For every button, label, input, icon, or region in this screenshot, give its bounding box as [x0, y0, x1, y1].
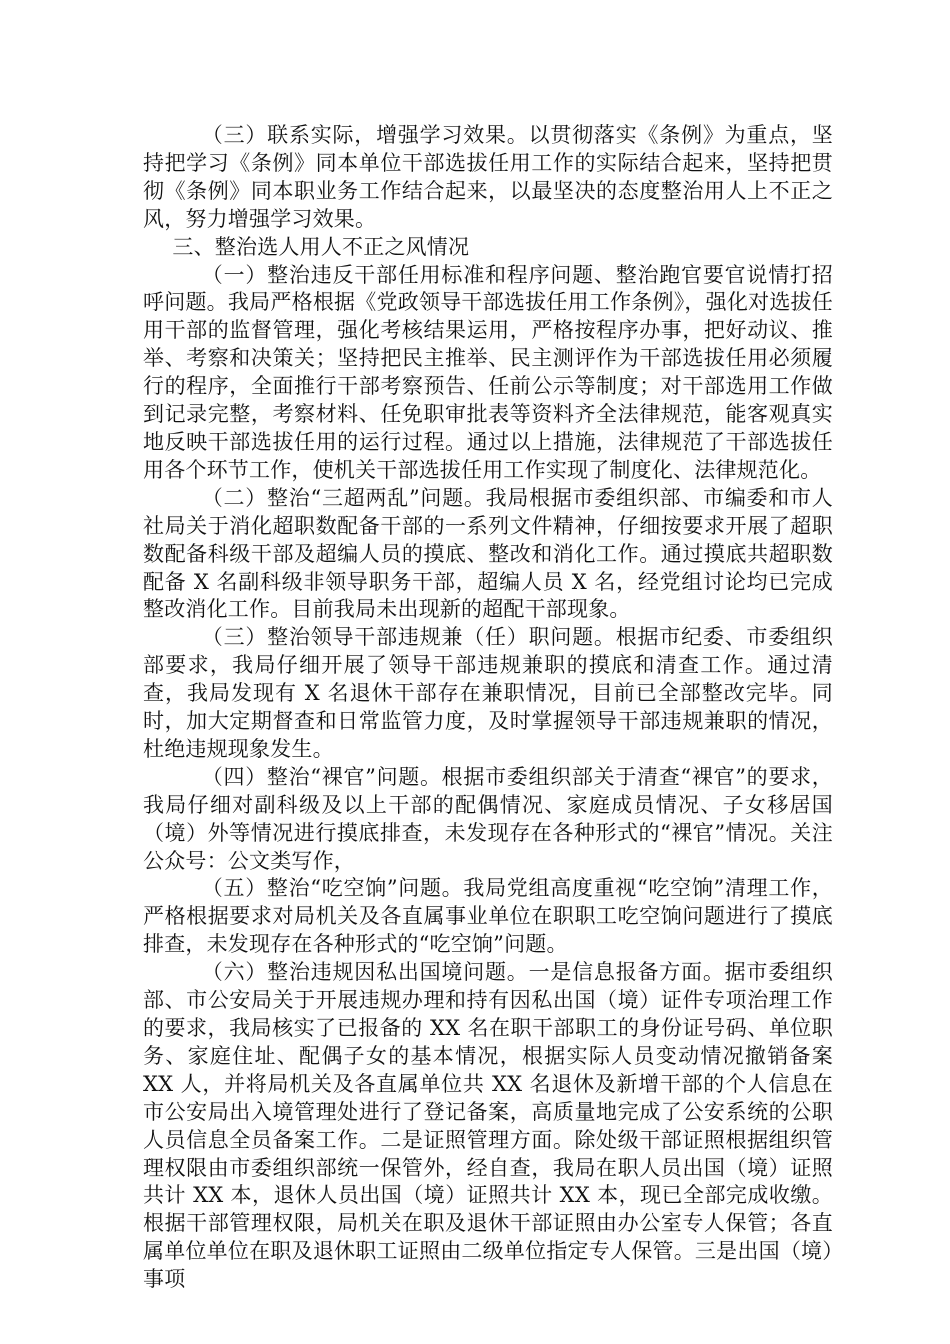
paragraph-naked-officials: （四）整治“裸官”问题。根据市委组织部关于清查“裸官”的要求，我局仔细对副科级及以上干部的配偶情况、家庭成员情况、子女移居国（境）外等情况进行摸底排查，未发现存在各种形式的“裸官”情况。关注公众号：公文类写作，	[143, 764, 833, 873]
paragraph-study-effect: （三）联系实际，增强学习效果。以贯彻落实《条例》为重点，坚持把学习《条例》同本单位干部选拔任用工作的实际结合起来，坚持把贯彻《条例》同本职业务工作结合起来，以最坚决的态度整治用人上不正之风，努力增强学习效果。	[143, 123, 833, 231]
document-body	[143, 122, 833, 1294]
paragraph-ghost-payroll: （五）整治“吃空饷”问题。我局党组高度重视“吃空饷”清理工作，严格根据要求对局机关及各直属事业单位在职职工吃空饷问题进行了摸底排查，未发现存在各种形式的“吃空饷”问题。	[143, 876, 833, 957]
section-heading-three: 三、整治选人用人不正之风情况	[172, 234, 470, 259]
paragraph-part-time-posts: （三）整治领导干部违规兼（任）职问题。根据市纪委、市委组织部要求，我局仔细开展了领导干部违规兼职的摸底和清查工作。通过清查，我局发现有 X 名退休干部存在兼职情况，目前已全部整改完毕。同时，加大定期督查和日常监管力度，及时掌握领导干部违规兼职的情况，杜绝违规现象发生。	[143, 625, 833, 761]
paragraph-appointment-procedure: （一）整治违反干部任用标准和程序问题、整治跑官要官说情打招呼问题。我局严格根据《党政领导干部选拔任用工作条例》，强化对选拔任用干部的监督管理，强化考核结果运用，严格按程序办事，把好动议、推举、考察和决策关；坚持把民主推举、民主测评作为干部选拔任用必须履行的程序，全面推行干部考察预告、任前公示等制度；对干部选用工作做到记录完整，考察材料、任免职审批表等资料齐全法律规范，能客观真实地反映干部选拔任用的运行过程。通过以上措施，法律规范了干部选拔任用各个环节工作，使机关干部选拔任用工作实现了制度化、法律规范化。	[143, 262, 833, 482]
paragraph-three-over-two-chaos: （二）整治“三超两乱”问题。我局根据市委组织部、市编委和市人社局关于消化超职数配备干部的一系列文件精神，仔细按要求开展了超职数配备科级干部及超编人员的摸底、整改和消化工作。通过摸底共超职数配备 X 名副科级非领导职务干部，超编人员 X 名，经党组讨论均已完成整改消化工作。目前我局未出现新的超配干部现象。	[143, 485, 833, 622]
paragraph-private-travel: （六）整治违规因私出国境问题。一是信息报备方面。据市委组织部、市公安局关于开展违规办理和持有因私出国（境）证件专项治理工作的要求，我局核实了已报备的 XX 名在职干部职工的身份证号码、单位职务、家庭住址、配偶子女的基本情况，根据实际人员变动情况撤销备案 XX 人，并将局机关及各直属单位共 XX 名退休及新增干部的个人信息在市公安局出入境管理处进行了登记备案，高质量地完成了公安系统的公职人员信息全员备案工作。二是证照管理方面。除处级干部证照根据组织管理权限由市委组织部统一保管外，经自查，我局在职人员出国（境）证照共计 XX 本，退休人员出国（境）证照共计 XX 本，现已全部完成收缴。根据干部管理权限，局机关在职及退休干部证照由办公室专人保管；各直属单位单位在职及退休职工证照由二级单位指定专人保管。三是出国（境）事项	[143, 960, 833, 1292]
